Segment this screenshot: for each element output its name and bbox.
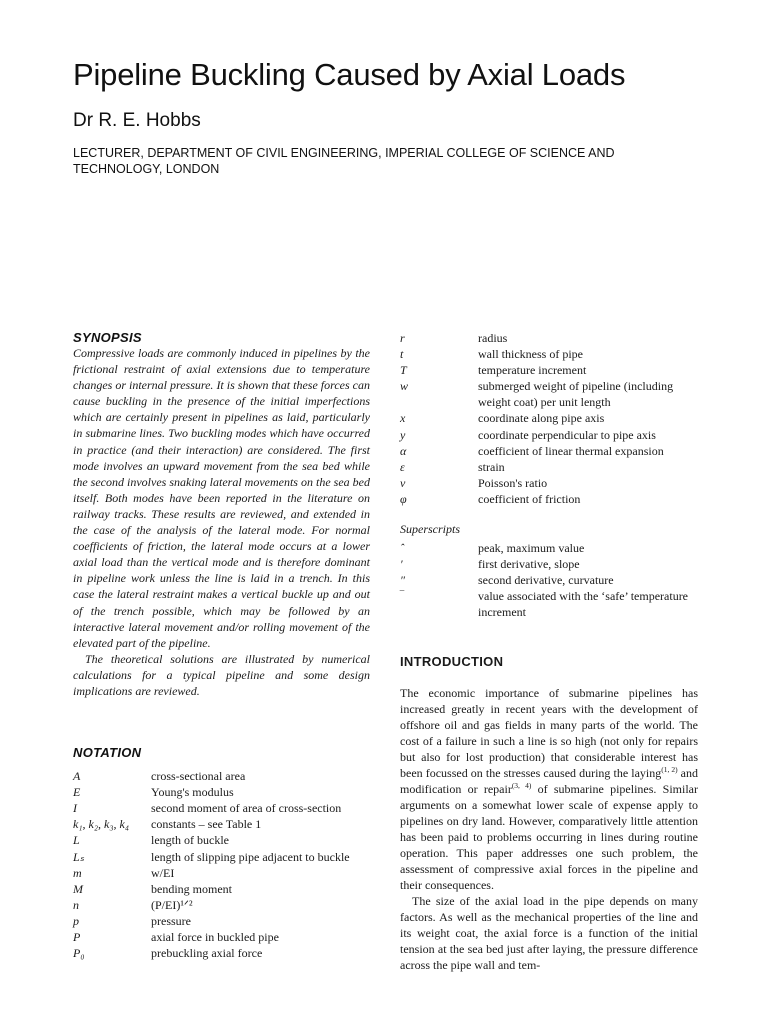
synopsis-paragraph: Compressive loads are commonly induced in pipelines by the frictional restraint of axial extensions due to temperature changes or internal pressure. It is shown that these forces can cause buckling in the presence of the initial imperfections which are certainly present in pipelines as laid, particularly in submarine lines. Two buckling modes which have occurred in practice (and their interaction) are considered. The first mode involves an upward movement from the sea bed while the second involves snaking lateral movements on the sea bed itself. Both modes have been reported in the literature on railway tracks. These results are reviewed, and extended in the case of the analysis of the lateral mode. For normal coefficients of friction, the lateral mode occurs at a lower axial load than the vertical mode and is therefore dominant in pipeline work unless the line is laid in a trench. In this case the lateral restraint makes a vertical buckle up and out of the trench possible, which may be followed by an interactive lateral movement and/or rolling movement of the elevated part of the pipeline.: [73, 346, 370, 650]
notation-row: [73, 865, 350, 881]
notation-symbol: k₁, k₂, k₃, k₄: [73, 817, 129, 832]
notation-symbol: ˆ: [400, 541, 404, 556]
notation-row: [73, 832, 350, 848]
notation-symbol: w: [400, 379, 409, 394]
introduction-body: [400, 685, 698, 973]
superscripts-heading: Superscripts: [400, 522, 460, 537]
notation-row: [73, 945, 350, 961]
notation-symbol: y: [400, 427, 406, 442]
notation-symbol: φ: [400, 491, 407, 506]
notation-definition: w/EI: [151, 865, 175, 880]
notation-row: [400, 427, 698, 443]
notation-symbol: n: [73, 897, 79, 912]
notation-definition: Young's modulus: [151, 785, 234, 800]
notation-definition: pressure: [151, 913, 191, 928]
affiliation-line-1: LECTURER, DEPARTMENT OF CIVIL ENGINEERING, IMPERIAL COLLEGE OF SCIENCE AND: [73, 146, 615, 160]
notation-symbol: p: [73, 913, 79, 928]
notation-row: [73, 768, 350, 784]
notation-row: [400, 362, 698, 378]
notation-definition: prebuckling axial force: [151, 946, 263, 961]
notation-row: [73, 849, 350, 865]
synopsis-body: [73, 345, 370, 699]
notation-definition: coordinate along pipe axis: [478, 411, 605, 426]
notation-definition: peak, maximum value: [478, 541, 585, 556]
notation-symbol: ‾: [400, 589, 404, 604]
notation-symbol: α: [400, 443, 407, 458]
notation-definition: value associated with the ‘safe’ temperature increment: [478, 589, 689, 620]
notation-symbol: I: [73, 801, 77, 816]
notation-symbol: t: [400, 347, 404, 362]
left-column: [73, 330, 370, 961]
notation-row: [73, 929, 350, 945]
notation-symbol: M: [73, 881, 83, 896]
notation-definition: constants – see Table 1: [151, 817, 262, 832]
notation-definition: coefficient of linear thermal expansion: [478, 443, 664, 458]
superscripts-table: [400, 540, 698, 620]
notation-symbol: r: [400, 331, 405, 345]
notation-symbol: P: [73, 930, 81, 944]
notation-table-continued: [400, 330, 698, 507]
introduction-paragraph: [400, 685, 698, 893]
synopsis-paragraph: The theoretical solutions are illustrated by numerical calculations for a typical pipeline and some design implications are reviewed.: [73, 651, 370, 698]
author-name: Dr R. E. Hobbs: [73, 110, 201, 131]
notation-symbol: E: [73, 785, 81, 800]
notation-symbol: T: [400, 363, 407, 378]
synopsis-heading: SYNOPSIS: [73, 330, 142, 345]
notation-symbol: x: [400, 411, 406, 426]
notation-definition: (P/EI)¹ᐟ²: [151, 897, 193, 912]
notation-definition: temperature increment: [478, 363, 587, 378]
author-affiliation: [73, 145, 673, 177]
notation-heading: NOTATION: [73, 745, 142, 761]
notation-row: [73, 881, 350, 897]
notation-row: [400, 330, 698, 346]
notation-row: [400, 540, 698, 556]
notation-definition: cross-sectional area: [151, 769, 246, 784]
citation-ref: (3, 4): [511, 780, 532, 790]
notation-row: [400, 588, 698, 620]
notation-row: [400, 475, 698, 491]
notation-definition: radius: [478, 331, 508, 345]
notation-definition: bending moment: [151, 881, 232, 896]
notation-row: [400, 410, 698, 426]
notation-row: [73, 913, 350, 929]
citation-ref: (1, 2): [661, 764, 678, 774]
notation-definition: strain: [478, 459, 505, 474]
notation-row: [73, 897, 350, 913]
notation-definition: second derivative, curvature: [478, 573, 614, 588]
notation-row: [400, 459, 698, 475]
notation-definition: second moment of area of cross-section: [151, 801, 342, 816]
notation-row: [400, 491, 698, 507]
notation-row: [400, 346, 698, 362]
notation-symbol: ε: [400, 459, 405, 474]
notation-definition: axial force in buckled pipe: [151, 930, 279, 944]
notation-symbol: Lₛ: [73, 849, 85, 864]
right-column: [400, 330, 698, 973]
intro-text: of submarine pipelines. Similar arguments on a somewhat lower scale of expense apply to pipelines on dry land. However, comparatively little attention has been paid to problems occurring in lines during routine operation. This paper addresses one such problem, the assessment of compressive axial forces in the pipeline and their consequences.: [400, 781, 699, 892]
notation-definition: coefficient of friction: [478, 491, 581, 506]
notation-symbol: A: [73, 769, 81, 784]
notation-row: [400, 443, 698, 459]
notation-definition: submerged weight of pipeline (including weight coat) per unit length: [478, 379, 674, 410]
paper-title: Pipeline Buckling Caused by Axial Loads: [73, 57, 626, 92]
notation-row: [400, 556, 698, 572]
intro-text: and modification or repair: [400, 765, 698, 796]
notation-row: [400, 378, 698, 410]
introduction-paragraph: The size of the axial load in the pipe depends on many factors. As well as the mechanical properties of the line and its weight coat, the axial force is a function of the initial tension at the sea bed just after laying, the pressure difference across the pipe wall and tem-: [400, 893, 698, 972]
notation-table: [73, 768, 350, 961]
notation-symbol: m: [73, 865, 82, 880]
notation-row: [73, 816, 350, 832]
notation-row: [400, 572, 698, 588]
notation-symbol: P₀: [73, 946, 85, 961]
notation-definition: coordinate perpendicular to pipe axis: [478, 427, 656, 442]
notation-definition: Poisson's ratio: [478, 475, 548, 490]
notation-symbol: ′: [400, 557, 403, 572]
notation-symbol: ν: [400, 475, 406, 490]
notation-definition: length of slipping pipe adjacent to buckle: [151, 849, 350, 864]
notation-symbol: ″: [400, 573, 405, 588]
notation-definition: first derivative, slope: [478, 557, 580, 572]
notation-row: [73, 800, 350, 816]
notation-row: [73, 784, 350, 800]
notation-symbol: L: [73, 833, 80, 848]
introduction-heading: INTRODUCTION: [400, 653, 504, 669]
affiliation-line-2: TECHNOLOGY, LONDON: [73, 162, 220, 176]
notation-definition: wall thickness of pipe: [478, 347, 583, 362]
intro-text: The economic importance of submarine pipelines has increased greatly in recent years with the development of offshore oil and gas fields in many parts of the world. The cost of a failure in such a line is so high (not only for repairs but also for lost production) that considerable interest has been focussed on the stresses caused during the laying: [400, 685, 698, 780]
notation-definition: length of buckle: [151, 833, 229, 848]
